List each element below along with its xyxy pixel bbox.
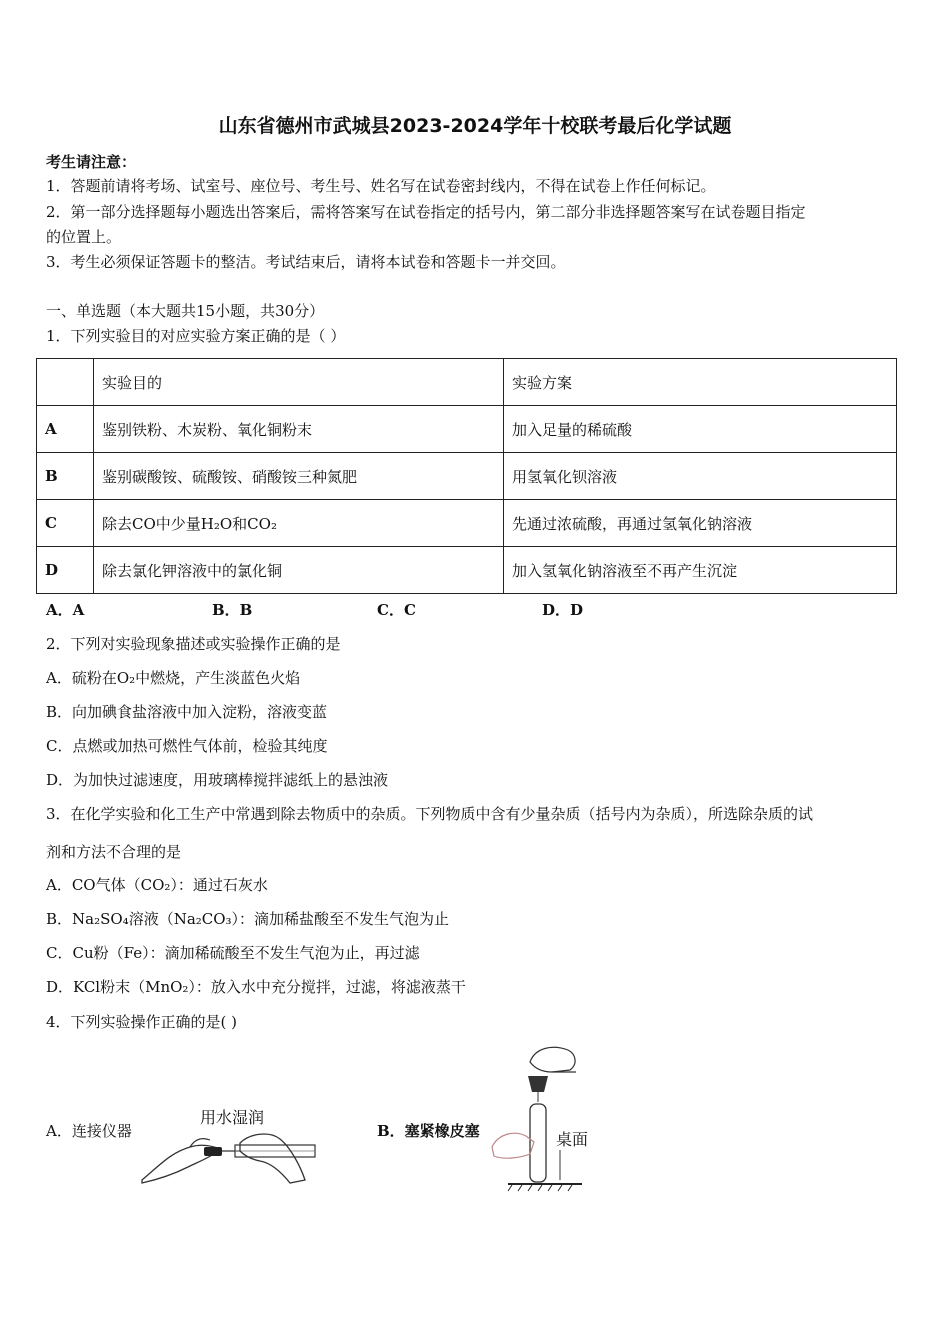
table-row [37,406,897,453]
q3-option-b[interactable]: B．Na₂SO₄溶液（Na₂CO₃）：滴加稀盐酸至不发生气泡为止 [46,910,450,928]
table-header-cell: 实验目的 [94,359,504,406]
q1-option-a[interactable]: A．A [46,601,85,619]
table-row [37,453,897,500]
q4-stem: 4．下列实验操作正确的是( ) [46,1013,238,1031]
notice-line-1: 1．答题前请将考场、试室号、座位号、考生号、姓名写在试卷密封线内，不得在试卷上作任何标记。 [46,177,716,195]
q2-option-b[interactable]: B．向加碘食盐溶液中加入淀粉，溶液变蓝 [46,703,328,721]
notice-line-2: 2．第一部分选择题每小题选出答案后，需将答案写在试卷指定的括号内，第二部分非选择题答案写在试卷题目指定 [46,203,806,221]
q2-option-a[interactable]: A．硫粉在O₂中燃烧，产生淡蓝色火焰 [46,669,301,687]
row-goal: 除去CO中少量H₂O和CO₂ [94,500,504,547]
notice-line-3: 3．考生必须保证答题卡的整洁。考试结束后，请将本试卷和答题卡一并交回。 [46,253,566,271]
q3-option-d[interactable]: D．KCl粉末（MnO₂）：放入水中充分搅拌，过滤，将滤液蒸干 [46,978,466,996]
q4-a-caption: 用水湿润 [200,1108,265,1127]
q1-stem: 1．下列实验目的对应实验方案正确的是（ ） [46,327,346,345]
q2-stem: 2．下列对实验现象描述或实验操作正确的是 [46,635,341,653]
page-title: 山东省德州市武城县2023-2024学年十校联考最后化学试题 [218,115,732,137]
q3-option-c[interactable]: C．Cu粉（Fe）：滴加稀硫酸至不发生气泡为止，再过滤 [46,944,420,962]
connect-apparatus-illustration [140,1125,320,1185]
notice-heading: 考生请注意： [46,153,137,171]
row-goal: 鉴别碳酸铵、硫酸铵、硝酸铵三种氮肥 [94,453,504,500]
q4-option-a[interactable]: A．连接仪器 [46,1122,132,1140]
row-plan: 加入足量的稀硫酸 [504,406,897,453]
row-label: B [37,453,94,500]
row-goal: 除去氯化钾溶液中的氯化铜 [94,547,504,594]
row-label: A [37,406,94,453]
row-plan: 先通过浓硫酸，再通过氢氧化钠溶液 [504,500,897,547]
q1-table [36,358,897,594]
row-plan: 用氢氧化钡溶液 [504,453,897,500]
section-heading: 一、单选题（本大题共15小题，共30分） [46,302,325,320]
table-header-cell [37,359,94,406]
q1-option-b[interactable]: B．B [212,601,253,619]
q1-option-c[interactable]: C．C [377,601,416,619]
row-plan: 加入氢氧化钠溶液至不再产生沉淀 [504,547,897,594]
table-row [37,500,897,547]
q2-option-c[interactable]: C．点燃或加热可燃性气体前，检验其纯度 [46,737,328,755]
insert-stopper-illustration [490,1042,590,1192]
q4-option-b[interactable]: B．塞紧橡皮塞 [377,1122,480,1140]
q4-b-caption: 桌面 [556,1130,589,1149]
row-goal: 鉴别铁粉、木炭粉、氧化铜粉末 [94,406,504,453]
notice-line-2-cont: 的位置上。 [46,228,122,246]
table-header-cell: 实验方案 [504,359,897,406]
row-label: C [37,500,94,547]
row-label: D [37,547,94,594]
table-row [37,547,897,594]
q3-option-a[interactable]: A．CO气体（CO₂）：通过石灰水 [46,876,268,894]
q3-stem-line-1: 3．在化学实验和化工生产中常遇到除去物质中的杂质。下列物质中含有少量杂质（括号内为杂质），所选除杂质的试 [46,805,814,823]
q3-stem-line-2: 剂和方法不合理的是 [46,843,182,861]
q1-option-d[interactable]: D．D [542,601,584,619]
q2-option-d[interactable]: D．为加快过滤速度，用玻璃棒搅拌滤纸上的悬浊液 [46,771,389,789]
table-header-row [37,359,897,406]
